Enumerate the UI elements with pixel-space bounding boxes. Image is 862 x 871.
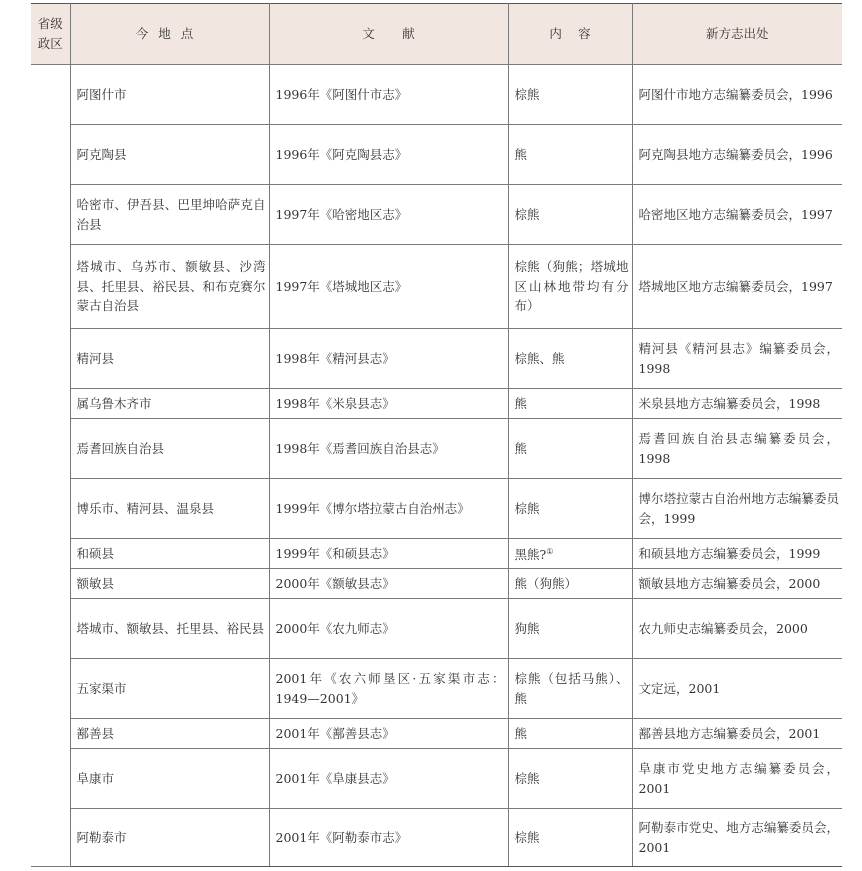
place-cell: 鄯善县 [70, 719, 269, 749]
content-cell: 熊 [508, 719, 632, 749]
source-cell: 塔城地区地方志编纂委员会，1997 [632, 245, 842, 329]
source-cell: 博尔塔拉蒙古自治州地方志编纂委员会，1999 [632, 479, 842, 539]
table-row [31, 659, 842, 719]
place-cell: 阿克陶县 [70, 125, 269, 185]
content-cell: 熊 [508, 419, 632, 479]
source-cell: 和硕县地方志编纂委员会，1999 [632, 539, 842, 569]
place-cell: 阿图什市 [70, 65, 269, 125]
table-row [31, 599, 842, 659]
source-cell: 鄯善县地方志编纂委员会，2001 [632, 719, 842, 749]
place-cell: 属乌鲁木齐市 [70, 389, 269, 419]
table-row [31, 479, 842, 539]
place-cell: 塔城市、乌苏市、额敏县、沙湾县、托里县、裕民县、和布克赛尔蒙古自治县 [70, 245, 269, 329]
header-row [31, 4, 842, 65]
source-cell: 阜康市党史地方志编纂委员会，2001 [632, 749, 842, 809]
content-cell: 熊（狗熊） [508, 569, 632, 599]
content-cell: 熊 [508, 125, 632, 185]
table-row [31, 719, 842, 749]
table-row [31, 389, 842, 419]
source-cell: 阿图什市地方志编纂委员会，1996 [632, 65, 842, 125]
province-cell [31, 65, 70, 867]
table-row [31, 569, 842, 599]
table-row [31, 539, 842, 569]
literature-cell: 1997年《哈密地区志》 [269, 185, 508, 245]
table-row [31, 65, 842, 125]
source-cell: 焉耆回族自治县志编纂委员会，1998 [632, 419, 842, 479]
source-cell: 文定远，2001 [632, 659, 842, 719]
literature-cell: 1996年《阿图什市志》 [269, 65, 508, 125]
literature-cell: 2001年《农六师垦区·五家渠市志：1949—2001》 [269, 659, 508, 719]
table-row [31, 245, 842, 329]
literature-cell: 1999年《博尔塔拉蒙古自治州志》 [269, 479, 508, 539]
content-cell: 棕熊 [508, 65, 632, 125]
content-text: 黑熊? [514, 547, 547, 563]
header-place: 今地点 [70, 4, 269, 65]
literature-cell: 1999年《和硕县志》 [269, 539, 508, 569]
header-source: 新方志出处 [632, 4, 842, 65]
place-cell: 精河县 [70, 329, 269, 389]
header-literature: 文献 [269, 4, 508, 65]
source-cell: 阿克陶县地方志编纂委员会，1996 [632, 125, 842, 185]
table-row [31, 125, 842, 185]
content-cell: 棕熊 [508, 185, 632, 245]
content-cell: 棕熊 [508, 479, 632, 539]
place-cell: 哈密市、伊吾县、巴里坤哈萨克自治县 [70, 185, 269, 245]
literature-cell: 1998年《焉耆回族自治县志》 [269, 419, 508, 479]
source-cell: 精河县《精河县志》编纂委员会，1998 [632, 329, 842, 389]
table-row [31, 809, 842, 867]
footnote-marker: ① [546, 547, 554, 557]
table-row [31, 329, 842, 389]
content-cell: 棕熊 [508, 809, 632, 867]
literature-cell: 2001年《阿勒泰市志》 [269, 809, 508, 867]
literature-cell: 2001年《鄯善县志》 [269, 719, 508, 749]
literature-cell: 1998年《精河县志》 [269, 329, 508, 389]
source-cell: 阿勒泰市党史、地方志编纂委员会，2001 [632, 809, 842, 867]
place-cell: 博乐市、精河县、温泉县 [70, 479, 269, 539]
source-cell: 哈密地区地方志编纂委员会，1997 [632, 185, 842, 245]
literature-cell: 1998年《米泉县志》 [269, 389, 508, 419]
content-cell: 狗熊 [508, 599, 632, 659]
literature-cell: 2001年《阜康县志》 [269, 749, 508, 809]
place-cell: 焉耆回族自治县 [70, 419, 269, 479]
source-cell: 农九师史志编纂委员会，2000 [632, 599, 842, 659]
literature-cell: 1997年《塔城地区志》 [269, 245, 508, 329]
literature-cell: 2000年《额敏县志》 [269, 569, 508, 599]
content-cell: 棕熊 [508, 749, 632, 809]
place-cell: 阿勒泰市 [70, 809, 269, 867]
content-cell: 棕熊（狗熊；塔城地区山林地带均有分布） [508, 245, 632, 329]
place-cell: 阜康市 [70, 749, 269, 809]
table-row [31, 419, 842, 479]
place-cell: 塔城市、额敏县、托里县、裕民县 [70, 599, 269, 659]
source-cell: 额敏县地方志编纂委员会，2000 [632, 569, 842, 599]
content-cell: 棕熊、熊 [508, 329, 632, 389]
content-cell: 棕熊（包括马熊）、熊 [508, 659, 632, 719]
place-cell: 和硕县 [70, 539, 269, 569]
content-cell [508, 539, 632, 569]
place-cell: 额敏县 [70, 569, 269, 599]
header-content: 内容 [508, 4, 632, 65]
place-cell: 五家渠市 [70, 659, 269, 719]
source-cell: 米泉县地方志编纂委员会，1998 [632, 389, 842, 419]
literature-cell: 2000年《农九师志》 [269, 599, 508, 659]
table-row [31, 185, 842, 245]
gazetteer-table [31, 3, 842, 867]
content-cell: 熊 [508, 389, 632, 419]
table-row [31, 749, 842, 809]
literature-cell: 1996年《阿克陶县志》 [269, 125, 508, 185]
header-province: 省级 政区 [31, 4, 70, 65]
